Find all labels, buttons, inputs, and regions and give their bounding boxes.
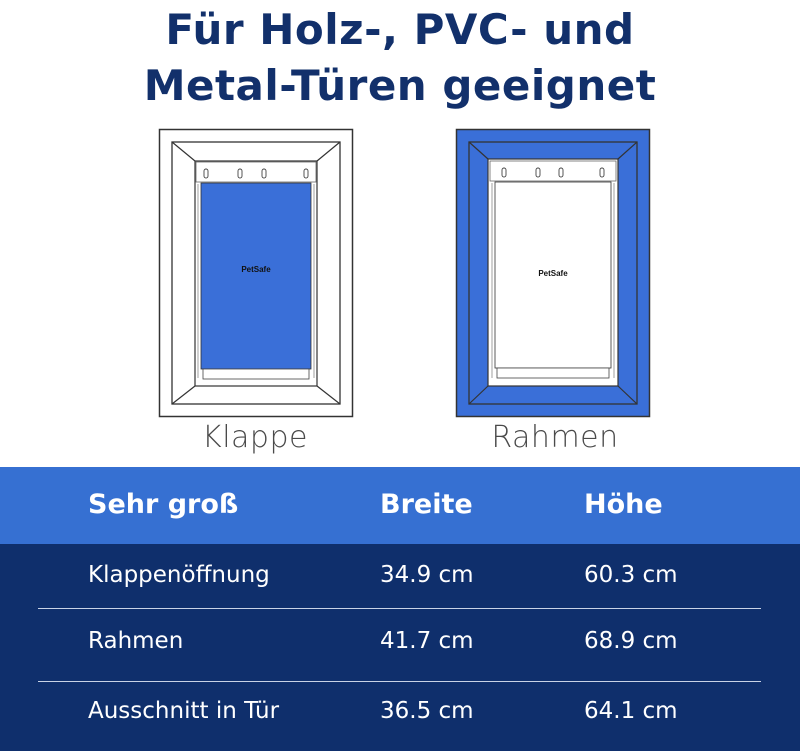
row-height: 64.1 cm: [584, 698, 678, 724]
frame-illustration: [455, 128, 651, 418]
header-width: Breite: [380, 489, 473, 520]
row-label: Klappenöffnung: [88, 562, 270, 588]
row-width: 36.5 cm: [380, 698, 474, 724]
row-divider: [38, 608, 761, 609]
flap-illustration: [158, 128, 354, 418]
headline-line-1: Für Holz-, PVC- und: [165, 5, 635, 54]
row-label: Rahmen: [88, 628, 184, 654]
row-width: 34.9 cm: [380, 562, 474, 588]
headline-line-2: Metal-Türen geeignet: [143, 61, 657, 110]
table-body: [0, 544, 800, 751]
flap-brand-logo: PetSafe: [241, 265, 271, 274]
row-width: 41.7 cm: [380, 628, 474, 654]
table-row: [0, 680, 800, 748]
row-label: Ausschnitt in Tür: [88, 698, 280, 724]
table-row: [0, 610, 800, 678]
table-row: [0, 544, 800, 612]
pet-door-frame-icon: [455, 128, 651, 418]
header-size: Sehr groß: [88, 489, 239, 520]
header-height: Höhe: [584, 489, 663, 520]
frame-caption: Rahmen: [491, 420, 619, 455]
pet-door-flap-icon: [158, 128, 354, 418]
frame-brand-logo: PetSafe: [538, 269, 568, 278]
row-height: 68.9 cm: [584, 628, 678, 654]
headline: [0, 0, 800, 114]
flap-caption: Klappe: [202, 420, 308, 455]
table-header: [0, 467, 800, 544]
row-height: 60.3 cm: [584, 562, 678, 588]
